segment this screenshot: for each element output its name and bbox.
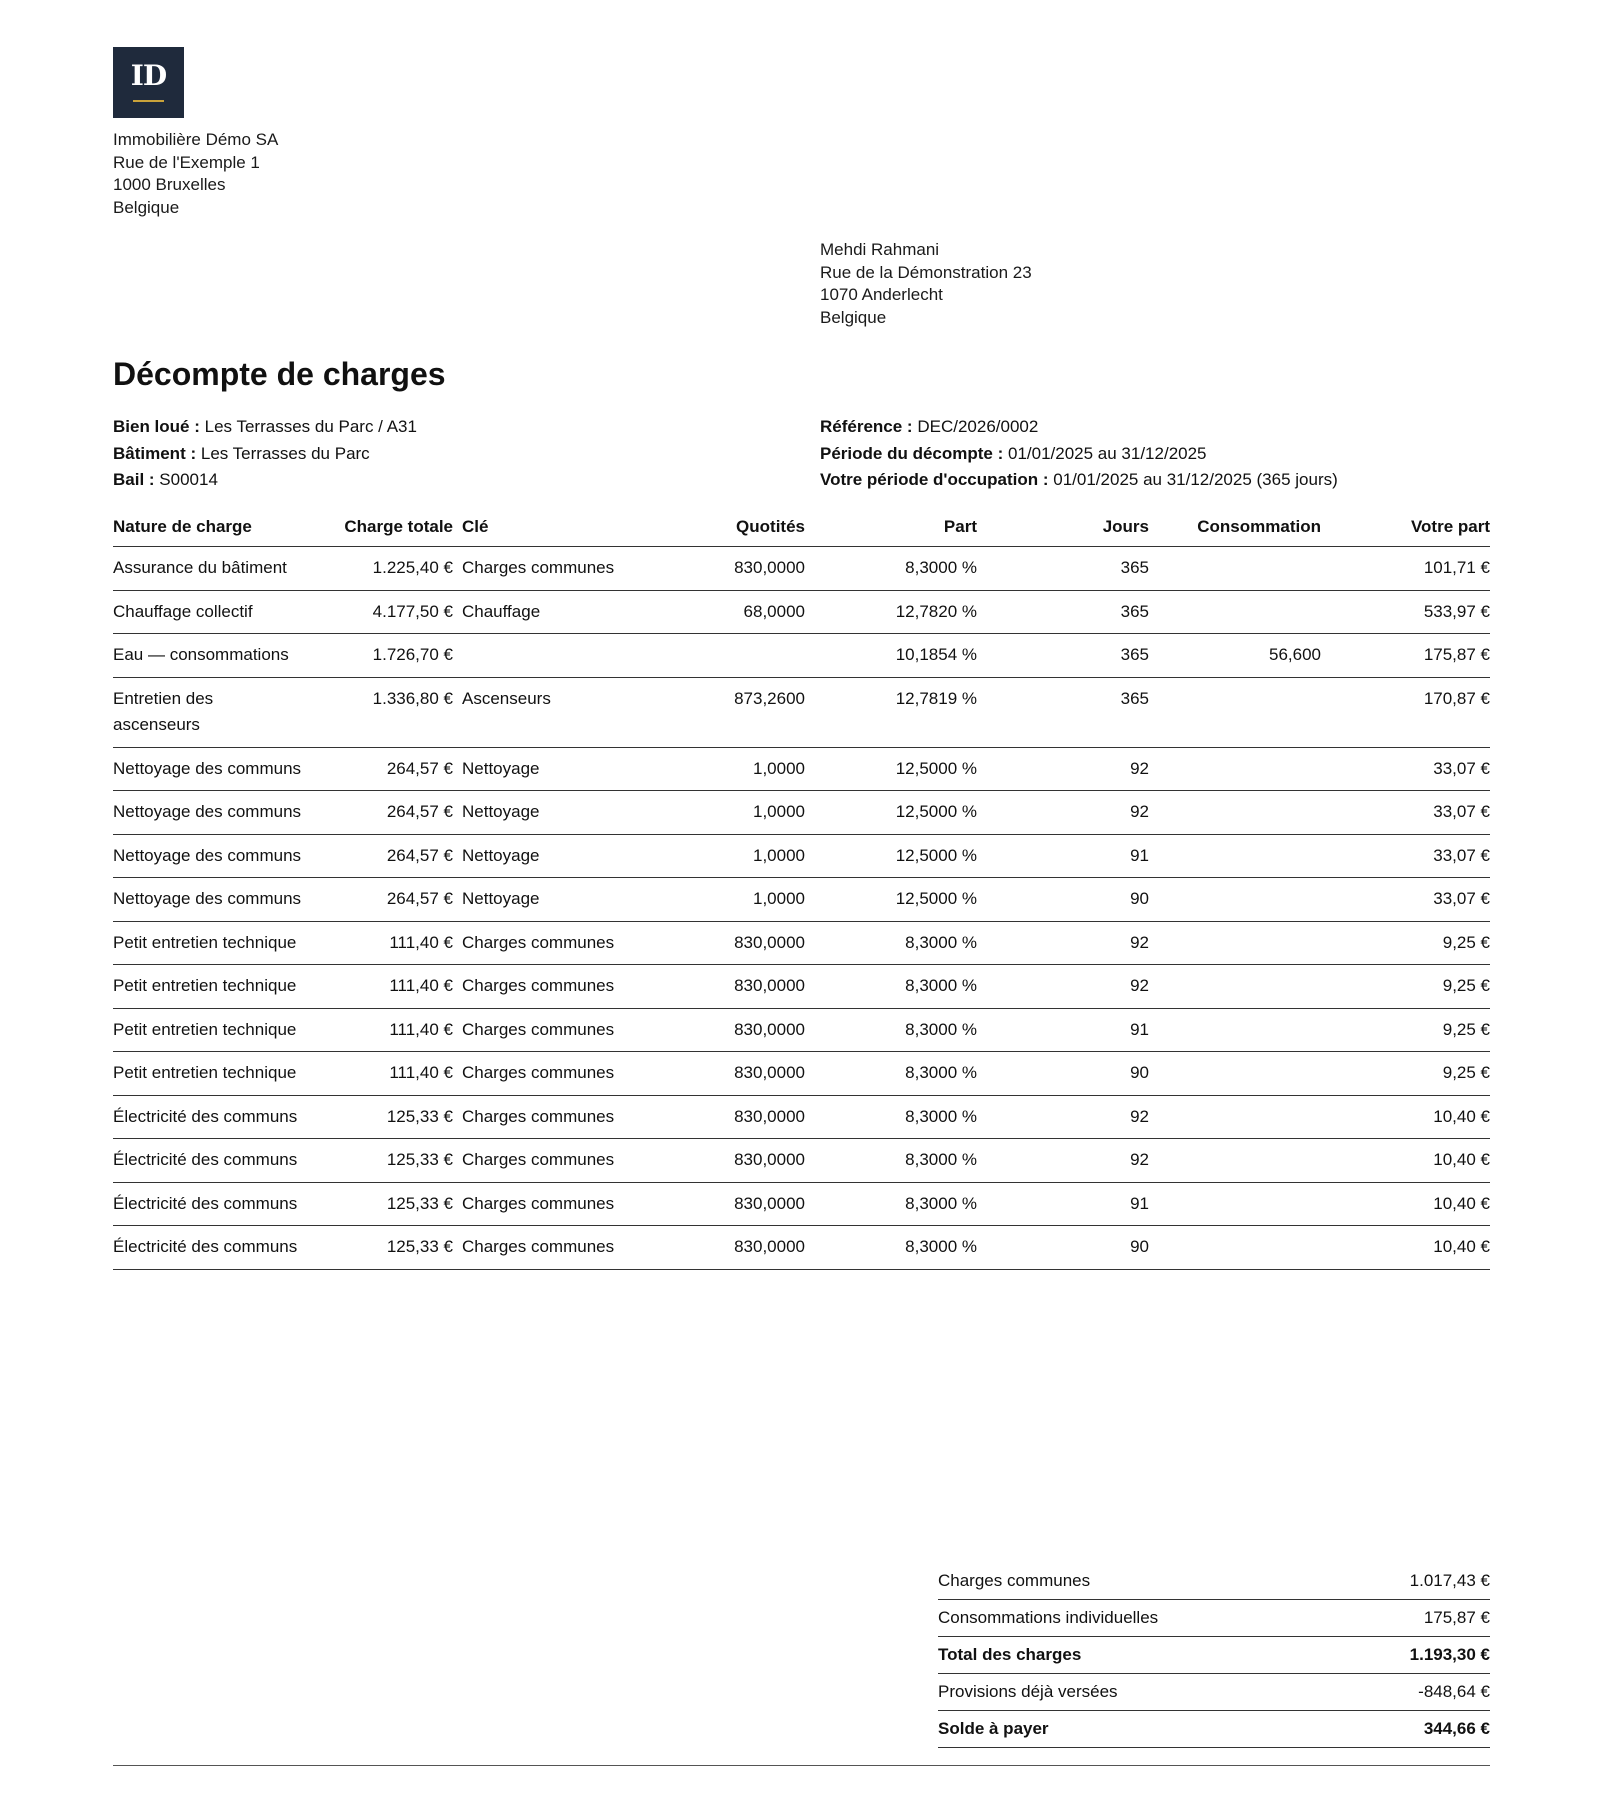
cell-cle: Nettoyage <box>453 791 648 835</box>
table-row <box>113 791 1490 835</box>
sender-street: Rue de l'Exemple 1 <box>113 152 260 172</box>
cell-consommation <box>1149 834 1321 878</box>
cell-cle: Ascenseurs <box>453 677 648 747</box>
cell-quotites: 830,0000 <box>648 1095 805 1139</box>
cell-votre-part: 10,40 € <box>1321 1226 1490 1270</box>
table-row <box>113 1095 1490 1139</box>
cell-quotites: 1,0000 <box>648 878 805 922</box>
header-quotites: Quotités <box>648 512 805 547</box>
cell-charge-totale: 125,33 € <box>303 1226 453 1270</box>
cell-votre-part: 33,07 € <box>1321 834 1490 878</box>
cell-cle: Charges communes <box>453 1052 648 1096</box>
header-part: Part <box>805 512 977 547</box>
cell-cle: Nettoyage <box>453 747 648 791</box>
cell-jours: 365 <box>977 677 1149 747</box>
reference-label: Référence : <box>820 417 913 436</box>
cell-charge-totale: 111,40 € <box>303 921 453 965</box>
cell-cle: Charges communes <box>453 1095 648 1139</box>
table-row <box>113 878 1490 922</box>
charges-table-body <box>113 547 1490 1270</box>
table-row <box>113 677 1490 747</box>
cell-cle: Charges communes <box>453 965 648 1009</box>
cell-part: 12,5000 % <box>805 834 977 878</box>
cell-nature: Nettoyage des communs <box>113 834 303 878</box>
cell-quotites <box>648 634 805 678</box>
cell-part: 12,5000 % <box>805 791 977 835</box>
summary-box <box>938 1563 1490 1748</box>
charges-table-container <box>113 512 1490 1270</box>
cell-jours: 92 <box>977 791 1149 835</box>
cell-votre-part: 33,07 € <box>1321 878 1490 922</box>
cell-cle: Charges communes <box>453 1008 648 1052</box>
bail-label: Bail : <box>113 470 155 489</box>
cell-votre-part: 9,25 € <box>1321 1008 1490 1052</box>
cell-jours: 91 <box>977 834 1149 878</box>
summary-table <box>938 1563 1490 1748</box>
cell-nature: Petit entretien technique <box>113 965 303 1009</box>
cell-part: 12,7820 % <box>805 590 977 634</box>
recipient-country: Belgique <box>820 307 887 327</box>
table-row <box>113 634 1490 678</box>
cell-consommation: 56,600 <box>1149 634 1321 678</box>
cell-quotites: 1,0000 <box>648 834 805 878</box>
cell-part: 8,3000 % <box>805 1182 977 1226</box>
cell-nature: Eau — consommations <box>113 634 303 678</box>
cell-consommation <box>1149 1008 1321 1052</box>
cell-jours: 365 <box>977 634 1149 678</box>
cell-jours: 90 <box>977 878 1149 922</box>
footer-divider <box>113 1765 1490 1766</box>
cell-part: 8,3000 % <box>805 547 977 591</box>
cell-part: 8,3000 % <box>805 1008 977 1052</box>
bien-loue-label: Bien loué : <box>113 417 200 436</box>
cell-quotites: 830,0000 <box>648 1182 805 1226</box>
cell-nature: Petit entretien technique <box>113 1008 303 1052</box>
summary-label: Consommations individuelles <box>938 1600 1269 1637</box>
cell-cle: Charges communes <box>453 1226 648 1270</box>
batiment-line <box>113 441 417 468</box>
table-row <box>113 1052 1490 1096</box>
cell-quotites: 830,0000 <box>648 1008 805 1052</box>
cell-votre-part: 9,25 € <box>1321 965 1490 1009</box>
cell-part: 8,3000 % <box>805 1139 977 1183</box>
header-cle: Clé <box>453 512 648 547</box>
occupation-label: Votre période d'occupation : <box>820 470 1049 489</box>
cell-cle: Chauffage <box>453 590 648 634</box>
table-row <box>113 921 1490 965</box>
cell-consommation <box>1149 921 1321 965</box>
header-charge-totale: Charge totale <box>303 512 453 547</box>
cell-cle: Charges communes <box>453 547 648 591</box>
cell-charge-totale: 1.225,40 € <box>303 547 453 591</box>
occupation-line <box>820 467 1338 494</box>
cell-charge-totale: 264,57 € <box>303 878 453 922</box>
table-header-row <box>113 512 1490 547</box>
cell-jours: 90 <box>977 1052 1149 1096</box>
cell-part: 12,5000 % <box>805 878 977 922</box>
bail-value: S00014 <box>159 470 218 489</box>
summary-row <box>938 1711 1490 1748</box>
cell-jours: 92 <box>977 1095 1149 1139</box>
cell-charge-totale: 4.177,50 € <box>303 590 453 634</box>
table-row <box>113 1139 1490 1183</box>
cell-quotites: 830,0000 <box>648 1139 805 1183</box>
cell-quotites: 830,0000 <box>648 547 805 591</box>
cell-charge-totale: 125,33 € <box>303 1182 453 1226</box>
cell-charge-totale: 111,40 € <box>303 1052 453 1096</box>
cell-cle <box>453 634 648 678</box>
reference-line <box>820 414 1338 441</box>
cell-votre-part: 33,07 € <box>1321 791 1490 835</box>
recipient-name: Mehdi Rahmani <box>820 240 940 259</box>
cell-part: 12,7819 % <box>805 677 977 747</box>
cell-nature: Petit entretien technique <box>113 921 303 965</box>
sender-city: 1000 Bruxelles <box>113 175 226 194</box>
table-row <box>113 747 1490 791</box>
cell-nature: Nettoyage des communs <box>113 747 303 791</box>
sender-country: Belgique <box>113 197 180 217</box>
charges-table <box>113 512 1490 1270</box>
cell-cle: Charges communes <box>453 1139 648 1183</box>
cell-nature: Nettoyage des communs <box>113 878 303 922</box>
table-row <box>113 590 1490 634</box>
cell-charge-totale: 125,33 € <box>303 1139 453 1183</box>
statement-info <box>820 414 1338 494</box>
cell-charge-totale: 264,57 € <box>303 791 453 835</box>
cell-votre-part: 10,40 € <box>1321 1095 1490 1139</box>
cell-cle: Nettoyage <box>453 834 648 878</box>
cell-consommation <box>1149 965 1321 1009</box>
cell-charge-totale: 1.726,70 € <box>303 634 453 678</box>
summary-table-body <box>938 1563 1490 1748</box>
cell-charge-totale: 1.336,80 € <box>303 677 453 747</box>
periode-label: Période du décompte : <box>820 443 1004 463</box>
summary-value: 1.193,30 € <box>1269 1637 1490 1674</box>
cell-votre-part: 9,25 € <box>1321 1052 1490 1096</box>
cell-jours: 92 <box>977 965 1149 1009</box>
periode-value: 01/01/2025 au 31/12/2025 <box>1007 443 1207 463</box>
cell-votre-part: 10,40 € <box>1321 1182 1490 1226</box>
cell-consommation <box>1149 547 1321 591</box>
summary-value: -848,64 € <box>1269 1674 1490 1711</box>
cell-consommation <box>1149 878 1321 922</box>
cell-part: 8,3000 % <box>805 965 977 1009</box>
sender-name: Immobilière Démo SA <box>113 130 279 149</box>
cell-jours: 91 <box>977 1182 1149 1226</box>
header-nature: Nature de charge <box>113 512 303 547</box>
cell-part: 8,3000 % <box>805 1095 977 1139</box>
cell-quotites: 830,0000 <box>648 921 805 965</box>
cell-consommation <box>1149 747 1321 791</box>
cell-quotites: 830,0000 <box>648 1052 805 1096</box>
cell-nature: Nettoyage des communs <box>113 791 303 835</box>
cell-charge-totale: 264,57 € <box>303 747 453 791</box>
cell-quotites: 1,0000 <box>648 747 805 791</box>
cell-consommation <box>1149 1182 1321 1226</box>
cell-consommation <box>1149 677 1321 747</box>
cell-part: 10,1854 % <box>805 634 977 678</box>
cell-consommation <box>1149 1139 1321 1183</box>
cell-part: 8,3000 % <box>805 1226 977 1270</box>
cell-votre-part: 9,25 € <box>1321 921 1490 965</box>
cell-votre-part: 10,40 € <box>1321 1139 1490 1183</box>
summary-row <box>938 1600 1490 1637</box>
cell-quotites: 68,0000 <box>648 590 805 634</box>
summary-label: Charges communes <box>938 1563 1269 1600</box>
header-jours: Jours <box>977 512 1149 547</box>
occupation-value: 01/01/2025 au 31/12/2025 (365 jours) <box>1053 470 1338 489</box>
bail-line <box>113 467 417 494</box>
cell-nature: Électricité des communs <box>113 1182 303 1226</box>
periode-line <box>820 441 1338 468</box>
sender-address <box>113 129 278 219</box>
summary-value: 175,87 € <box>1269 1600 1490 1637</box>
cell-votre-part: 33,07 € <box>1321 747 1490 791</box>
summary-label: Total des charges <box>938 1637 1269 1674</box>
logo-text: ID <box>130 59 167 92</box>
bien-loue-line <box>113 414 417 441</box>
cell-part: 8,3000 % <box>805 921 977 965</box>
table-row <box>113 965 1490 1009</box>
summary-label: Solde à payer <box>938 1711 1269 1748</box>
header-consommation: Consommation <box>1149 512 1321 547</box>
summary-value: 344,66 € <box>1269 1711 1490 1748</box>
batiment-label: Bâtiment : <box>113 443 197 463</box>
property-info <box>113 414 417 494</box>
summary-row <box>938 1674 1490 1711</box>
cell-cle: Charges communes <box>453 921 648 965</box>
cell-nature: Entretien des ascenseurs <box>113 677 303 747</box>
summary-row <box>938 1637 1490 1674</box>
cell-votre-part: 533,97 € <box>1321 590 1490 634</box>
cell-charge-totale: 264,57 € <box>303 834 453 878</box>
cell-nature: Chauffage collectif <box>113 590 303 634</box>
cell-quotites: 873,2600 <box>648 677 805 747</box>
cell-nature: Assurance du bâtiment <box>113 547 303 591</box>
cell-consommation <box>1149 791 1321 835</box>
cell-jours: 365 <box>977 590 1149 634</box>
cell-nature: Électricité des communs <box>113 1095 303 1139</box>
company-logo <box>113 47 184 118</box>
table-row <box>113 834 1490 878</box>
cell-charge-totale: 125,33 € <box>303 1095 453 1139</box>
cell-consommation <box>1149 1226 1321 1270</box>
reference-value: DEC/2026/0002 <box>917 417 1039 436</box>
cell-votre-part: 170,87 € <box>1321 677 1490 747</box>
cell-jours: 92 <box>977 1139 1149 1183</box>
cell-charge-totale: 111,40 € <box>303 965 453 1009</box>
summary-label: Provisions déjà versées <box>938 1674 1269 1711</box>
cell-consommation <box>1149 1095 1321 1139</box>
cell-quotites: 1,0000 <box>648 791 805 835</box>
recipient-address <box>820 239 1032 329</box>
cell-nature: Petit entretien technique <box>113 1052 303 1096</box>
cell-jours: 365 <box>977 547 1149 591</box>
cell-nature: Électricité des communs <box>113 1139 303 1183</box>
cell-part: 8,3000 % <box>805 1052 977 1096</box>
table-row <box>113 1226 1490 1270</box>
logo-accent-bar <box>133 100 164 102</box>
cell-cle: Charges communes <box>453 1182 648 1226</box>
bien-loue-value: Les Terrasses du Parc / A31 <box>204 417 417 436</box>
cell-consommation <box>1149 590 1321 634</box>
cell-votre-part: 175,87 € <box>1321 634 1490 678</box>
batiment-value: Les Terrasses du Parc <box>200 443 370 463</box>
summary-row <box>938 1563 1490 1600</box>
cell-jours: 91 <box>977 1008 1149 1052</box>
cell-charge-totale: 111,40 € <box>303 1008 453 1052</box>
cell-quotites: 830,0000 <box>648 1226 805 1270</box>
cell-cle: Nettoyage <box>453 878 648 922</box>
header-votre-part: Votre part <box>1321 512 1490 547</box>
cell-jours: 90 <box>977 1226 1149 1270</box>
cell-jours: 92 <box>977 921 1149 965</box>
recipient-city: 1070 Anderlecht <box>820 285 943 304</box>
cell-jours: 92 <box>977 747 1149 791</box>
table-row <box>113 1008 1490 1052</box>
cell-votre-part: 101,71 € <box>1321 547 1490 591</box>
recipient-street: Rue de la Démonstration 23 <box>820 262 1032 282</box>
document-title: Décompte de charges <box>113 356 446 392</box>
cell-part: 12,5000 % <box>805 747 977 791</box>
table-row <box>113 547 1490 591</box>
cell-quotites: 830,0000 <box>648 965 805 1009</box>
cell-nature: Électricité des communs <box>113 1226 303 1270</box>
summary-value: 1.017,43 € <box>1269 1563 1490 1600</box>
cell-consommation <box>1149 1052 1321 1096</box>
table-row <box>113 1182 1490 1226</box>
